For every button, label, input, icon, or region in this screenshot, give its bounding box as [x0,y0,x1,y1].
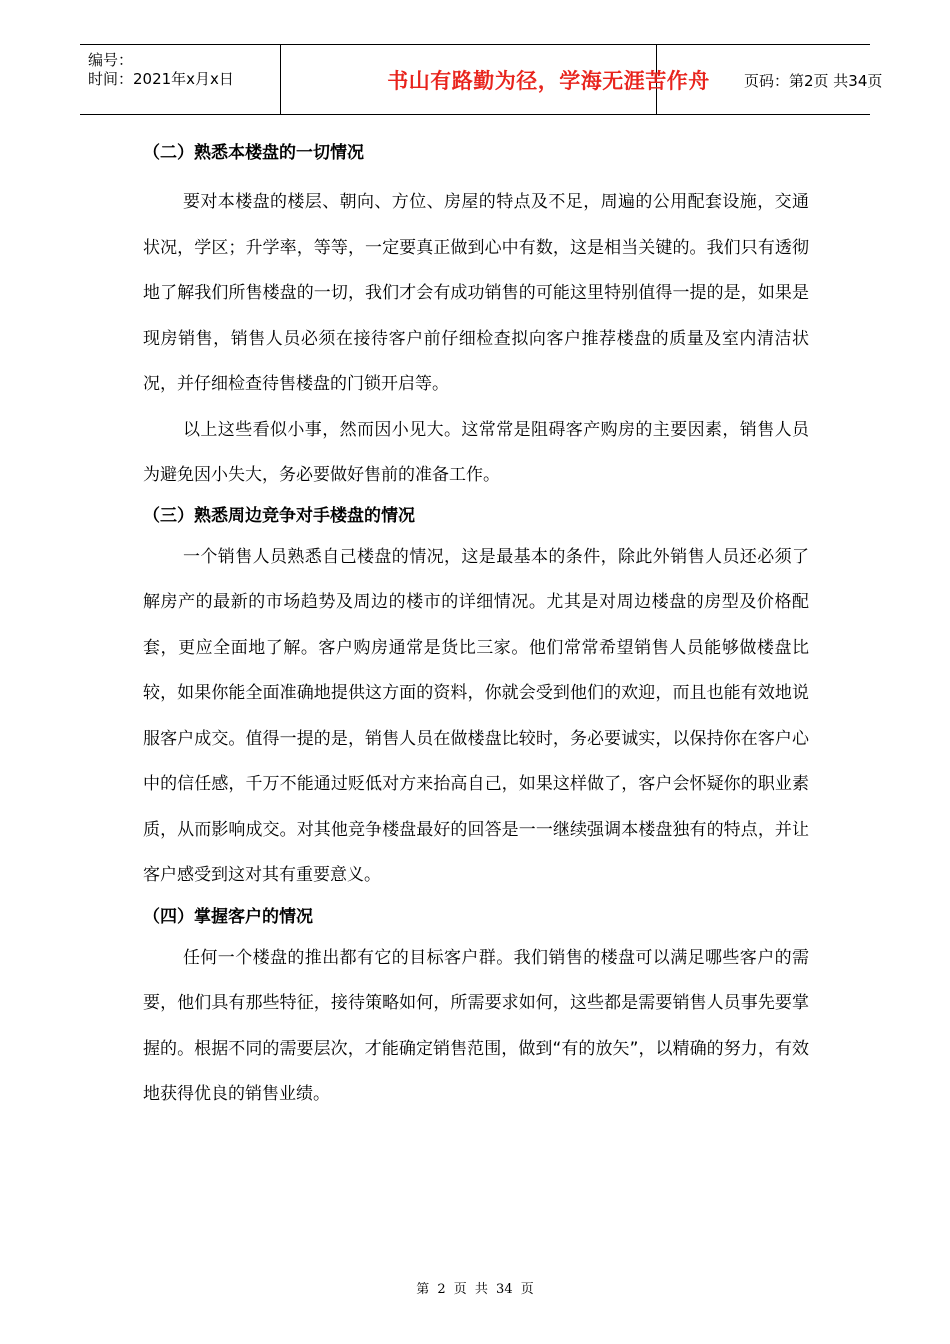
document-body [143,137,809,1118]
document-number-label: 编号： [88,51,134,69]
section-paragraph: 要对本楼盘的楼层、朝向、方位、房屋的特点及不足，周遍的公用配套设施，交通状况，学区；升学率，等等，一定要真正做到心中有数，这是相当关键的。我们只有透彻地了解我们所售楼盘的一切，我们才会有成功销售的可能这里特别值得一提的是，如果是现房销售，销售人员必须在接待客户前仔细检查拟向客户推荐楼盘的质量及室内清洁状况，并仔细检查待售楼盘的门锁开启等。 [143,192,809,394]
document-date: 时间：2021年x月x日 [88,70,234,88]
header-motto: 书山有路勤为径，学海无涯苦作舟 [387,69,710,93]
section-paragraph: 以上这些看似小事，然而因小见大。这常常是阻碍客产购房的主要因素，销售人员为避免因小失大，务必要做好售前的准备工作。 [143,419,809,485]
section-heading: （四）掌握客户的情况 [143,906,313,927]
section-heading: （三）熟悉周边竞争对手楼盘的情况 [143,505,415,526]
section-paragraph: 一个销售人员熟悉自己楼盘的情况，这是最基本的条件，除此外销售人员还必须了解房产的最新的市场趋势及周边的楼市的详细情况。尤其是对周边楼盘的房型及价格配套，更应全面地了解。客户购房通常是货比三家。他们常常希望销售人员能够做楼盘比较，如果你能全面准确地提供这方面的资料，你就会受到他们的欢迎，而且也能有效地说服客户成交。值得一提的是，销售人员在做楼盘比较时，务必要诚实，以保持你在客户心中的信任感，千万不能通过贬低对方来抬高自己，如果这样做了，客户会怀疑你的职业素质，从而影响成交。对其他竞争楼盘最好的回答是一一继续强调本楼盘独有的特点，并让客户感受到这对其有重要意义。 [143,546,809,885]
header-meta [88,51,234,89]
document-header [80,44,883,115]
header-divider [280,45,281,114]
section-paragraph: 任何一个楼盘的推出都有它的目标客户群。我们销售的楼盘可以满足哪些客户的需要，他们具有那些特征，接待策略如何，所需要求如何，这些都是需要销售人员事先要掌握的。根据不同的需要层次，才能确定销售范围，做到“有的放矢”，以精确的努力，有效地获得优良的销售业绩。 [143,947,809,1104]
page-footer: 第 2 页 共 34 页 [416,1282,534,1297]
header-page-info: 页码：第2页 共34页 [744,72,883,90]
section-heading: （二）熟悉本楼盘的一切情况 [143,143,364,163]
